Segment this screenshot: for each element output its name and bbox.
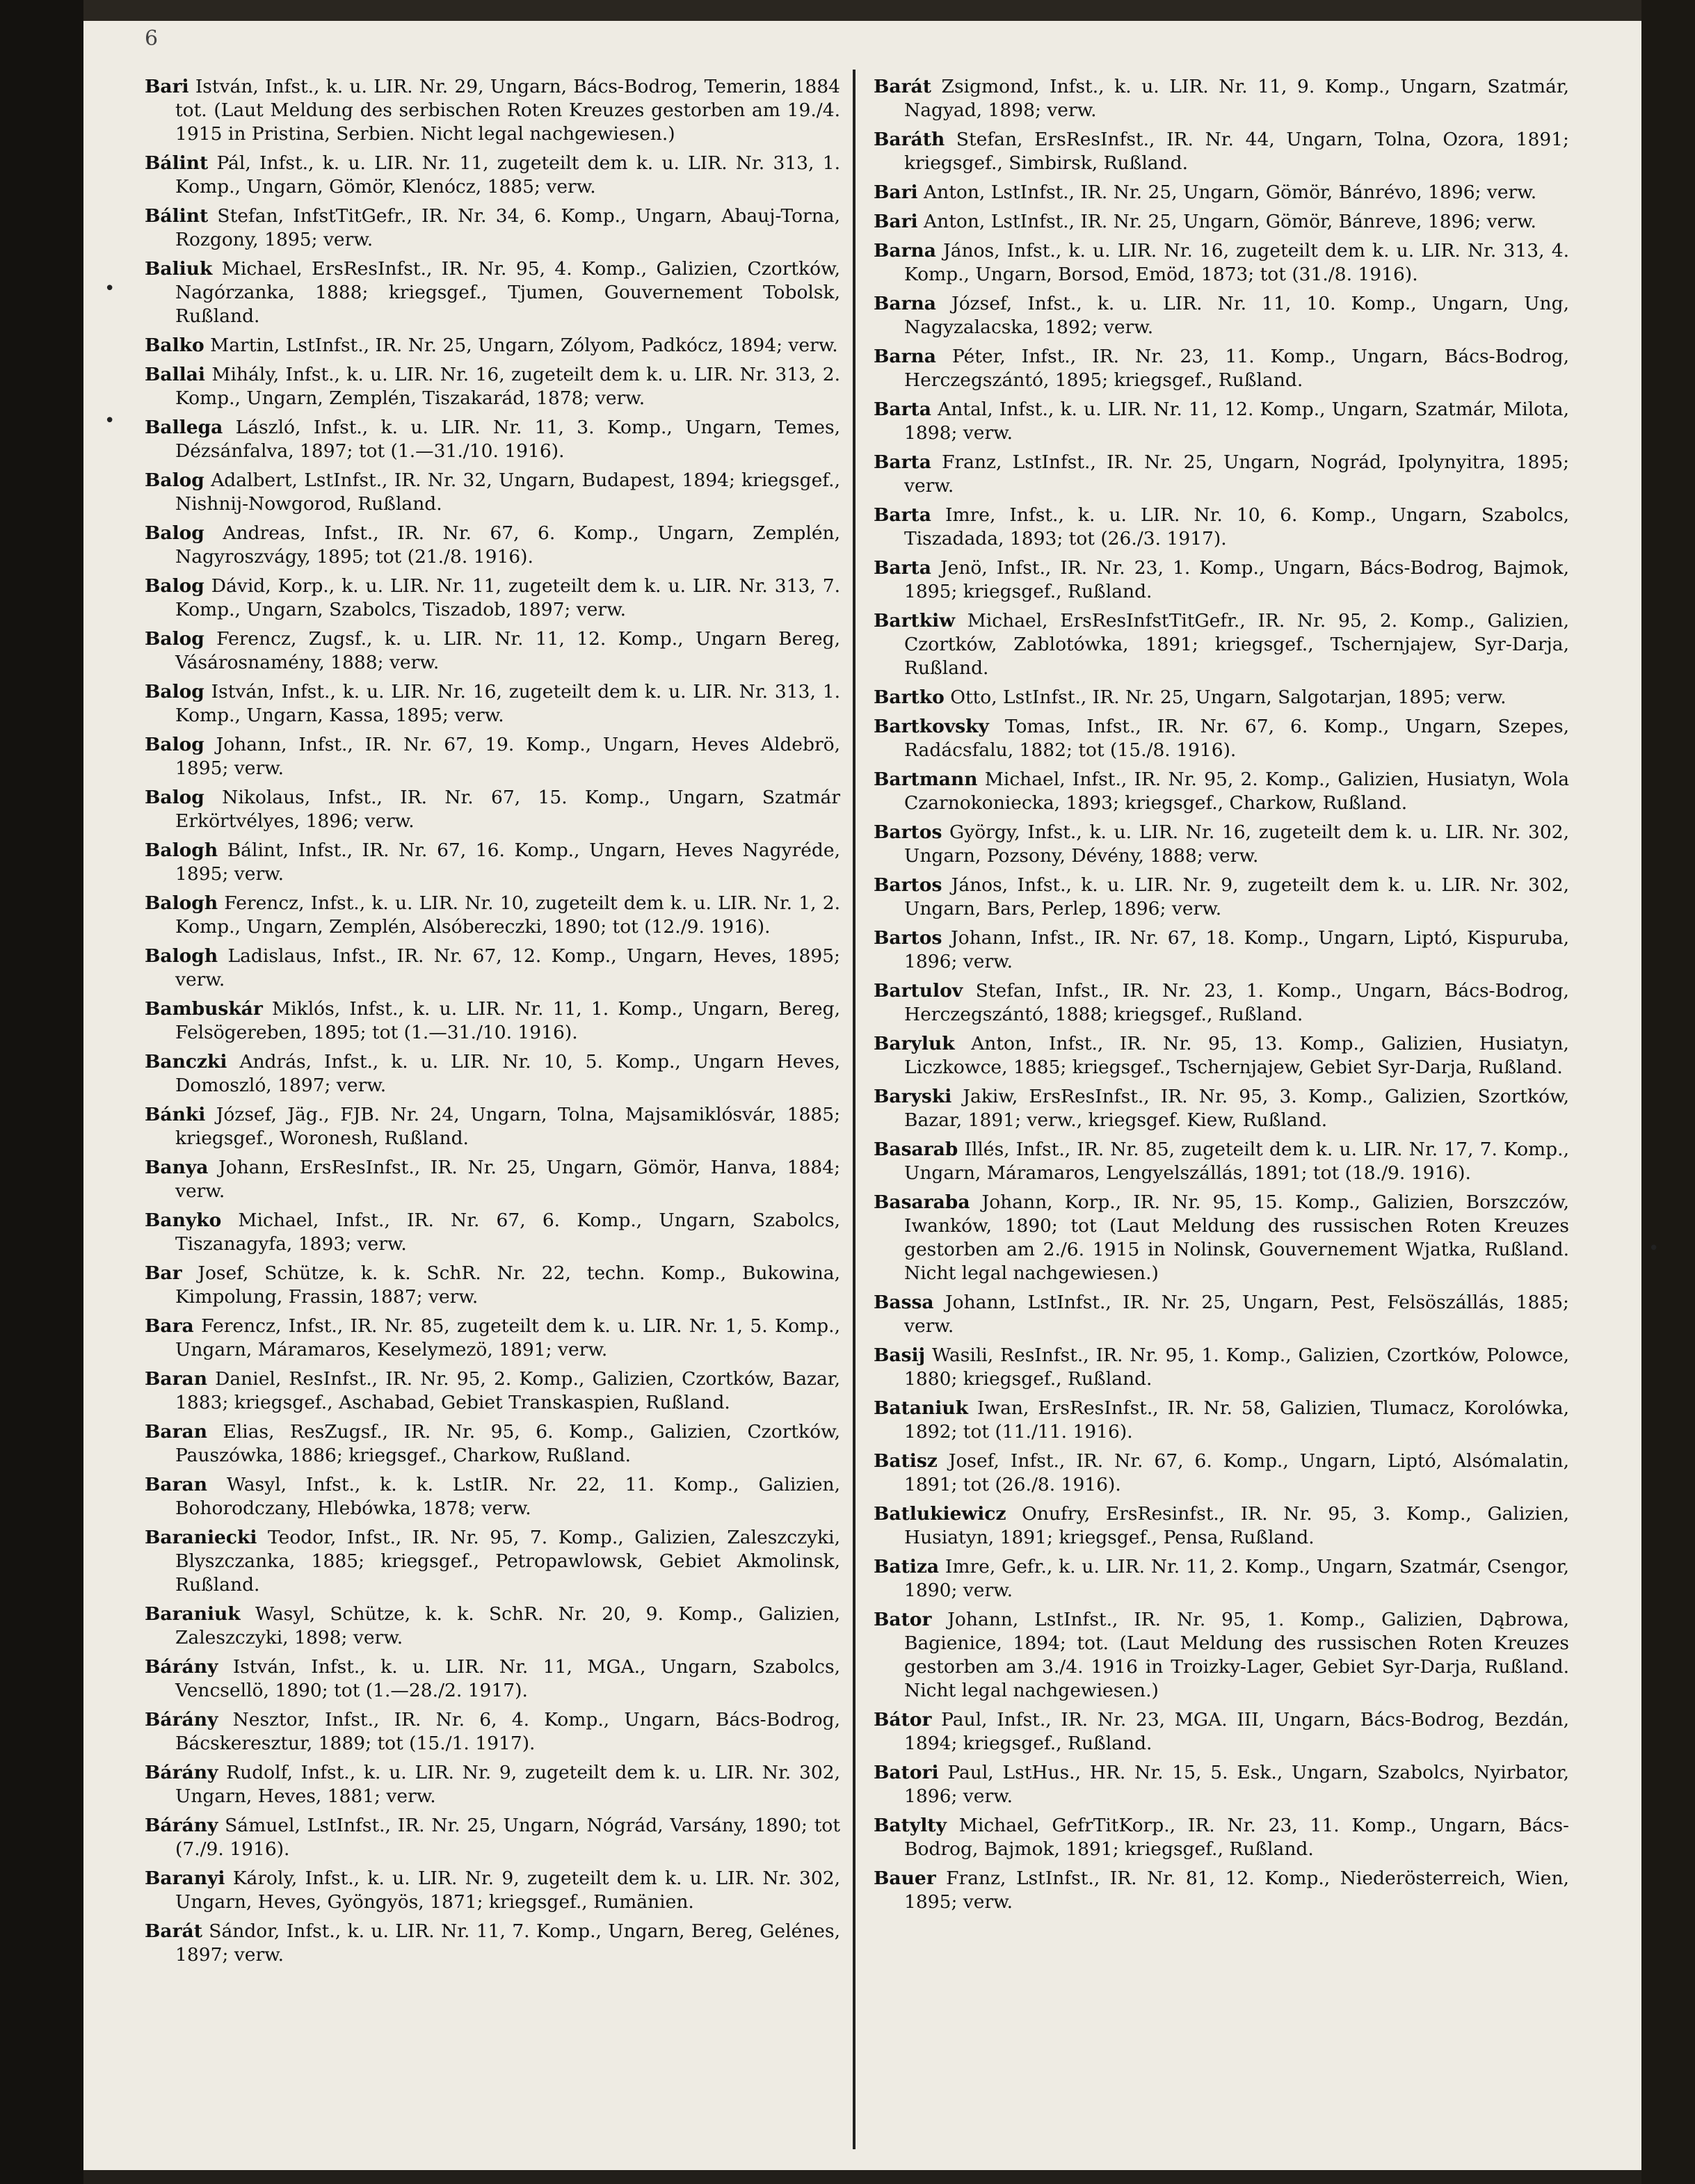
register-entry <box>145 1867 840 1914</box>
register-entry <box>874 1138 1569 1185</box>
register-entry <box>145 469 840 516</box>
entry-details: Elias, ResZugsf., IR. Nr. 95, 6. Komp., Galizien, Czortków, Pauszówka, 1886; kriegsgef., Charkow, Rußland. <box>175 1421 840 1466</box>
register-entry <box>145 416 840 463</box>
entry-details: János, Infst., k. u. LIR. Nr. 9, zugeteilt dem k. u. LIR. Nr. 302, Ungarn, Bars, Perlep, 1896; verw. <box>904 874 1569 920</box>
entry-details: Anton, LstInfst., IR. Nr. 25, Ungarn, Gömör, Bánrévo, 1896; verw. <box>917 182 1537 203</box>
margin-mark: • <box>104 410 115 431</box>
register-entry <box>874 345 1569 392</box>
entry-surname: Bartos <box>874 821 942 843</box>
register-entry <box>874 979 1569 1027</box>
entry-details: Nikolaus, Infst., IR. Nr. 67, 15. Komp., Ungarn, Szatmár Erkörtvélyes, 1896; verw. <box>175 787 840 832</box>
register-entry <box>874 1555 1569 1603</box>
register-entry <box>145 363 840 410</box>
register-entry <box>145 1315 840 1362</box>
entry-surname: Balog <box>145 681 204 702</box>
entry-surname: Baran <box>145 1368 207 1390</box>
entry-details: Adalbert, LstInfst., IR. Nr. 32, Ungarn, Budapest, 1894; kriegsgef., Nishnij-Nowgorod, Rußland. <box>175 469 840 515</box>
register-entry <box>874 1085 1569 1132</box>
entry-details: Károly, Infst., k. u. LIR. Nr. 9, zugeteilt dem k. u. LIR. Nr. 302, Ungarn, Heves, Gyöngyös, 1871; kriegsgef., Rumänien. <box>175 1868 840 1913</box>
entry-surname: Balog <box>145 734 204 755</box>
register-entry <box>874 75 1569 122</box>
register-entry <box>874 1608 1569 1703</box>
register-entry <box>145 627 840 675</box>
entry-surname: Bataniuk <box>874 1397 968 1419</box>
entry-surname: Bar <box>145 1262 182 1284</box>
register-entry <box>874 210 1569 234</box>
entry-details: Josef, Infst., IR. Nr. 67, 6. Komp., Ungarn, Liptó, Alsómalatin, 1891; tot (26./8. 1916). <box>904 1450 1569 1495</box>
register-entry <box>874 128 1569 175</box>
entry-surname: Baraniecki <box>145 1527 257 1548</box>
entry-surname: Banczki <box>145 1051 227 1073</box>
entry-details: József, Jäg., FJB. Nr. 24, Ungarn, Tolna, Majsamiklósvár, 1885; kriegsgef., Woronesh, Rußland. <box>175 1104 840 1149</box>
entry-surname: Bara <box>145 1315 194 1337</box>
register-entry <box>145 945 840 992</box>
entry-surname: Basarab <box>874 1139 958 1160</box>
register-entry <box>874 1291 1569 1338</box>
entry-details: Zsigmond, Infst., k. u. LIR. Nr. 11, 9. Komp., Ungarn, Szatmár, Nagyad, 1898; verw. <box>904 76 1569 121</box>
entry-surname: Bánki <box>145 1104 206 1125</box>
entry-details: Onufry, ErsResinfst., IR. Nr. 95, 3. Komp., Galizien, Husiatyn, 1891; kriegsgef., Pensa, Rußland. <box>904 1503 1569 1548</box>
entry-details: Imre, Gefr., k. u. LIR. Nr. 11, 2. Komp., Ungarn, Szatmár, Csengor, 1890; verw. <box>904 1556 1569 1601</box>
entry-surname: Balog <box>145 628 204 650</box>
entry-surname: Barát <box>874 76 931 97</box>
entry-details: Johann, LstInfst., IR. Nr. 25, Ungarn, Pest, Felsöszállás, 1885; verw. <box>904 1292 1569 1337</box>
register-entry <box>874 1344 1569 1391</box>
register-entry <box>145 1655 840 1703</box>
register-entry <box>145 997 840 1045</box>
entry-details: Tomas, Infst., IR. Nr. 67, 6. Komp., Ungarn, Szepes, Radácsfalu, 1882; tot (15./8. 1916). <box>904 716 1569 761</box>
entry-surname: Bassa <box>874 1292 934 1313</box>
entry-surname: Bauer <box>874 1868 936 1889</box>
register-entry <box>874 715 1569 762</box>
register-entry <box>145 680 840 728</box>
entry-details: József, Infst., k. u. LIR. Nr. 11, 10. Komp., Ungarn, Ung, Nagyzalacska, 1892; verw. <box>904 293 1569 338</box>
entry-details: Jenö, Infst., IR. Nr. 23, 1. Komp., Ungarn, Bács-Bodrog, Bajmok, 1895; kriegsgef., Rußland. <box>904 557 1569 602</box>
entry-details: Rudolf, Infst., k. u. LIR. Nr. 9, zugeteilt dem k. u. LIR. Nr. 302, Ungarn, Heves, 1881; verw. <box>175 1762 840 1807</box>
register-entry <box>145 1603 840 1650</box>
register-entry <box>874 1502 1569 1550</box>
entry-surname: Balog <box>145 522 204 544</box>
register-entry <box>874 1191 1569 1285</box>
entry-surname: Batylty <box>874 1815 947 1836</box>
entry-surname: Baraniuk <box>145 1603 241 1625</box>
register-entry <box>874 451 1569 498</box>
entry-details: Paul, Infst., IR. Nr. 23, MGA. III, Ungarn, Bács-Bodrog, Bezdán, 1894; kriegsgef., Rußland. <box>904 1709 1569 1754</box>
entry-details: Michael, ErsResInfst., IR. Nr. 95, 4. Komp., Galizien, Czortków, Nagórzanka, 1888; kriegsgef., Tjumen, Gouvernement Tobolsk, Rußland. <box>175 258 840 327</box>
register-entry <box>874 1814 1569 1861</box>
entry-details: Martin, LstInfst., IR. Nr. 25, Ungarn, Zólyom, Padkócz, 1894; verw. <box>204 335 838 356</box>
entry-surname: Bartmann <box>874 769 978 790</box>
register-entry <box>874 239 1569 287</box>
entry-surname: Barna <box>874 240 936 262</box>
entry-details: Michael, Infst., IR. Nr. 67, 6. Komp., Ungarn, Szabolcs, Tiszanagyfa, 1893; verw. <box>175 1210 840 1255</box>
entry-surname: Balogh <box>145 892 218 914</box>
entry-details: János, Infst., k. u. LIR. Nr. 16, zugeteilt dem k. u. LIR. Nr. 313, 4. Komp., Ungarn, Borsod, Emöd, 1873; tot (31./8. 1916). <box>904 240 1569 285</box>
entry-surname: Barna <box>874 346 936 367</box>
entry-details: Johann, Korp., IR. Nr. 95, 15. Komp., Galizien, Borszczów, Iwanków, 1890; tot (Laut Meldung des russischen Roten Kreuzes gestorben am 2./6. 1915 in Nolinsk, Gouvernement Wjatka, Rußland. Nicht legal nachgewiesen.) <box>904 1191 1569 1284</box>
register-entry <box>145 733 840 780</box>
register-entry <box>145 204 840 252</box>
entry-details: Pál, Infst., k. u. LIR. Nr. 11, zugeteilt dem k. u. LIR. Nr. 313, 1. Komp., Ungarn, Gömör, Klenócz, 1885; verw. <box>175 152 840 198</box>
page-number: 6 <box>145 26 159 51</box>
register-entry <box>145 1103 840 1150</box>
entry-details: Anton, Infst., IR. Nr. 95, 13. Komp., Galizien, Husiatyn, Liczkowce, 1885; kriegsgef., Tschernjajew, Gebiet Syr-Darja, Rußland. <box>904 1033 1569 1078</box>
entry-surname: Bárány <box>145 1656 218 1678</box>
entry-surname: Batiza <box>874 1556 940 1577</box>
register-entry <box>874 1867 1569 1914</box>
register-entry <box>874 1450 1569 1497</box>
register-entry <box>874 609 1569 680</box>
entry-surname: Basij <box>874 1344 926 1366</box>
register-entry <box>145 334 840 358</box>
margin-mark: • <box>104 278 115 299</box>
entry-details: Illés, Infst., IR. Nr. 85, zugeteilt dem k. u. LIR. Nr. 17, 7. Komp., Ungarn, Máramaros, Lengyelszállás, 1891; tot (18./9. 1916). <box>904 1139 1569 1184</box>
entry-surname: Batlukiewicz <box>874 1503 1006 1525</box>
entry-details: István, Infst., k. u. LIR. Nr. 29, Ungarn, Bács-Bodrog, Temerin, 1884 tot. (Laut Meldung des serbischen Roten Kreuzes gestorben am 19./4. 1915 in Pristina, Serbien. Nicht legal nachgewiesen.) <box>175 76 840 145</box>
register-entry <box>874 1708 1569 1756</box>
entry-surname: Barna <box>874 293 936 314</box>
entry-surname: Baran <box>145 1474 207 1495</box>
entry-details: Mihály, Infst., k. u. LIR. Nr. 16, zugeteilt dem k. u. LIR. Nr. 313, 2. Komp., Ungarn, Zemplén, Tiszakarád, 1878; verw. <box>175 364 840 409</box>
column-left <box>145 75 840 1973</box>
entry-details: Bálint, Infst., IR. Nr. 67, 16. Komp., Ungarn, Heves Nagyréde, 1895; verw. <box>175 840 840 885</box>
entry-surname: Balog <box>145 469 204 491</box>
register-entry <box>874 821 1569 868</box>
entry-surname: Bambuskár <box>145 998 263 1020</box>
entry-details: Michael, Infst., IR. Nr. 95, 2. Komp., Galizien, Husiatyn, Wola Czarnokoniecka, 1893; kriegsgef., Charkow, Rußland. <box>904 769 1569 814</box>
entry-surname: Basaraba <box>874 1191 970 1213</box>
entry-surname: Bari <box>874 211 918 232</box>
scan-edge-right <box>1641 0 1695 2184</box>
column-divider <box>853 70 855 2149</box>
entry-surname: Bálint <box>145 152 209 174</box>
entry-surname: Balko <box>145 335 204 356</box>
entry-details: András, Infst., k. u. LIR. Nr. 10, 5. Komp., Ungarn Heves, Domoszló, 1897; verw. <box>175 1051 840 1096</box>
entry-details: György, Infst., k. u. LIR. Nr. 16, zugeteilt dem k. u. LIR. Nr. 302, Ungarn, Pozsony, Dévény, 1888; verw. <box>904 821 1569 867</box>
entry-details: István, Infst., k. u. LIR. Nr. 11, MGA., Ungarn, Szabolcs, Vencsellö, 1890; tot (1.—28./2. 1917). <box>175 1656 840 1701</box>
entry-surname: Barta <box>874 399 931 420</box>
entry-surname: Baryski <box>874 1086 952 1107</box>
register-entry <box>874 768 1569 815</box>
scan-edge-left <box>0 0 83 2184</box>
entry-surname: Ballai <box>145 364 205 385</box>
entry-surname: Bárány <box>145 1815 218 1836</box>
entry-surname: Barát <box>145 1920 202 1942</box>
entry-surname: Baliuk <box>145 258 213 280</box>
entry-surname: Bartos <box>874 927 942 949</box>
entry-details: Wasyl, Infst., k. k. LstIR. Nr. 22, 11. Komp., Galizien, Bohorodczany, Hlebówka, 1878; verw. <box>175 1474 840 1519</box>
entry-details: Jakiw, ErsResInfst., IR. Nr. 95, 3. Komp., Galizien, Szortków, Bazar, 1891; verw., kriegsgef. Kiew, Rußland. <box>904 1086 1569 1131</box>
entry-details: Nesztor, Infst., IR. Nr. 6, 4. Komp., Ungarn, Bács-Bodrog, Bácskeresztur, 1889; tot (15./1. 1917). <box>175 1709 840 1754</box>
register-entry <box>145 257 840 328</box>
entry-details: Sámuel, LstInfst., IR. Nr. 25, Ungarn, Nógrád, Varsány, 1890; tot (7./9. 1916). <box>175 1815 840 1860</box>
register-entry <box>145 1156 840 1203</box>
register-entry <box>874 926 1569 974</box>
entry-surname: Baran <box>145 1421 207 1443</box>
margin-mark: • <box>1648 1238 1660 1259</box>
entry-surname: Bartkovsky <box>874 716 989 737</box>
register-entry <box>145 1473 840 1520</box>
entry-details: Dávid, Korp., k. u. LIR. Nr. 11, zugeteilt dem k. u. LIR. Nr. 313, 7. Komp., Ungarn, Szabolcs, Tiszadob, 1897; verw. <box>175 575 840 620</box>
register-entry <box>145 1708 840 1756</box>
entry-details: Johann, Infst., IR. Nr. 67, 19. Komp., Ungarn, Heves Aldebrö, 1895; verw. <box>175 734 840 779</box>
entry-details: Iwan, ErsResInfst., IR. Nr. 58, Galizien, Tlumacz, Korolówka, 1892; tot (11./11. 1916). <box>904 1397 1569 1443</box>
register-entry <box>145 1420 840 1468</box>
entry-details: Anton, LstInfst., IR. Nr. 25, Ungarn, Gömör, Bánreve, 1896; verw. <box>917 211 1536 232</box>
entry-details: Ladislaus, Infst., IR. Nr. 67, 12. Komp., Ungarn, Heves, 1895; verw. <box>175 945 840 990</box>
scan-edge-top <box>83 0 1641 21</box>
entry-details: Paul, LstHus., HR. Nr. 15, 5. Esk., Ungarn, Szabolcs, Nyirbator, 1896; verw. <box>904 1762 1569 1807</box>
register-entry <box>145 1262 840 1309</box>
entry-surname: Bator <box>874 1609 932 1630</box>
entry-surname: Bálint <box>145 205 209 227</box>
register-entry <box>874 1032 1569 1079</box>
scan-edge-bottom <box>83 2170 1641 2184</box>
register-entry <box>145 786 840 833</box>
entry-surname: Baráth <box>874 129 945 150</box>
register-entry <box>874 181 1569 204</box>
entry-surname: Balogh <box>145 840 218 861</box>
entry-details: Sándor, Infst., k. u. LIR. Nr. 11, 7. Komp., Ungarn, Bereg, Gelénes, 1897; verw. <box>175 1920 840 1966</box>
entry-details: Péter, Infst., IR. Nr. 23, 11. Komp., Ungarn, Bács-Bodrog, Herczegszántó, 1895; kriegsgef., Rußland. <box>904 346 1569 391</box>
entry-details: Imre, Infst., k. u. LIR. Nr. 10, 6. Komp., Ungarn, Szabolcs, Tiszadada, 1893; tot (26./3. 1917). <box>904 504 1569 549</box>
register-entry <box>145 892 840 939</box>
entry-details: Miklós, Infst., k. u. LIR. Nr. 11, 1. Komp., Ungarn, Bereg, Felsögereben, 1895; tot (1.—31./10. 1916). <box>175 998 840 1043</box>
entry-details: Stefan, InfstTitGefr., IR. Nr. 34, 6. Komp., Ungarn, Abauj-Torna, Rozgony, 1895; verw. <box>175 205 840 250</box>
entry-details: Ferencz, Infst., IR. Nr. 85, zugeteilt dem k. u. LIR. Nr. 1, 5. Komp., Ungarn, Máramaros, Keselymezö, 1891; verw. <box>175 1315 840 1360</box>
entry-details: Antal, Infst., k. u. LIR. Nr. 11, 12. Komp., Ungarn, Szatmár, Milota, 1898; verw. <box>904 399 1569 444</box>
entry-details: Johann, LstInfst., IR. Nr. 95, 1. Komp., Galizien, Dąbrowa, Bagienice, 1894; tot. (Laut Meldung des russischen Roten Kreuzes gestorben am 3./4. 1916 in Troizky-Lager, Gebiet Syr-Darja, Rußland. Nicht legal nachgewiesen.) <box>904 1609 1569 1701</box>
entry-surname: Bari <box>145 76 189 97</box>
entry-surname: Bátor <box>874 1709 932 1731</box>
register-entry <box>874 874 1569 921</box>
register-entry <box>145 1920 840 1967</box>
register-entry <box>145 1526 840 1597</box>
register-entry <box>145 152 840 199</box>
entry-details: Johann, Infst., IR. Nr. 67, 18. Komp., Ungarn, Liptó, Kispuruba, 1896; verw. <box>904 927 1569 972</box>
entry-details: Franz, LstInfst., IR. Nr. 25, Ungarn, Nográd, Ipolynyitra, 1895; verw. <box>904 451 1569 497</box>
entry-surname: Bartos <box>874 874 942 896</box>
entry-surname: Balog <box>145 575 204 597</box>
entry-details: Michael, ErsResInfstTitGefr., IR. Nr. 95, 2. Komp., Galizien, Czortków, Zablotówka, 1891; kriegsgef., Tschernjajew, Syr-Darja, Rußland. <box>904 610 1569 679</box>
entry-details: Wasyl, Schütze, k. k. SchR. Nr. 20, 9. Komp., Galizien, Zaleszczyki, 1898; verw. <box>175 1603 840 1648</box>
entry-details: István, Infst., k. u. LIR. Nr. 16, zugeteilt dem k. u. LIR. Nr. 313, 1. Komp., Ungarn, Kassa, 1895; verw. <box>175 681 840 726</box>
register-entry <box>874 292 1569 339</box>
register-entry <box>874 504 1569 551</box>
register-entry <box>145 1209 840 1256</box>
entry-surname: Baranyi <box>145 1868 225 1889</box>
entry-surname: Ballega <box>145 417 223 438</box>
register-entry <box>145 522 840 569</box>
entry-details: Daniel, ResInfst., IR. Nr. 95, 2. Komp., Galizien, Czortków, Bazar, 1883; kriegsgef., Aschabad, Gebiet Transkaspien, Rußland. <box>175 1368 840 1413</box>
entry-surname: Balog <box>145 787 204 808</box>
entry-details: Stefan, ErsResInfst., IR. Nr. 44, Ungarn, Tolna, Ozora, 1891; kriegsgef., Simbirsk, Rußland. <box>904 129 1569 174</box>
register-entry <box>145 1050 840 1098</box>
entry-details: Andreas, Infst., IR. Nr. 67, 6. Komp., Ungarn, Zemplén, Nagyroszvágy, 1895; tot (21./8. 1916). <box>175 522 840 568</box>
register-entry <box>874 1761 1569 1808</box>
register-entry <box>145 75 840 146</box>
register-entry <box>874 1397 1569 1444</box>
entry-surname: Barta <box>874 557 931 579</box>
entry-surname: Banya <box>145 1157 209 1178</box>
entry-details: Josef, Schütze, k. k. SchR. Nr. 22, techn. Komp., Bukowina, Kimpolung, Frassin, 1887; verw. <box>175 1262 840 1308</box>
entry-surname: Bartkiw <box>874 610 956 632</box>
entry-details: Franz, LstInfst., IR. Nr. 81, 12. Komp., Niederösterreich, Wien, 1895; verw. <box>904 1868 1569 1913</box>
entry-surname: Banyko <box>145 1210 222 1231</box>
register-entry <box>874 398 1569 445</box>
entry-details: Michael, GefrTitKorp., IR. Nr. 23, 11. Komp., Ungarn, Bács-Bodrog, Bajmok, 1891; kriegsgef., Rußland. <box>904 1815 1569 1860</box>
entry-surname: Bárány <box>145 1709 218 1731</box>
entry-surname: Bartko <box>874 686 945 708</box>
entry-details: Ferencz, Zugsf., k. u. LIR. Nr. 11, 12. Komp., Ungarn Bereg, Vásárosnamény, 1888; verw. <box>175 628 840 673</box>
entry-surname: Batisz <box>874 1450 938 1472</box>
entry-details: Otto, LstInfst., IR. Nr. 25, Ungarn, Salgotarjan, 1895; verw. <box>944 686 1507 708</box>
entry-surname: Bárány <box>145 1762 218 1783</box>
entry-surname: Bari <box>874 182 918 203</box>
entry-details: Teodor, Infst., IR. Nr. 95, 7. Komp., Galizien, Zaleszczyki, Blyszczanka, 1885; kriegsgef., Petropawlowsk, Gebiet Akmolinsk, Rußland. <box>175 1527 840 1596</box>
register-entry <box>874 686 1569 709</box>
register-entry <box>874 556 1569 604</box>
entry-surname: Batori <box>874 1762 939 1783</box>
register-entry <box>145 1761 840 1808</box>
register-entry <box>145 1814 840 1861</box>
entry-details: Ferencz, Infst., k. u. LIR. Nr. 10, zugeteilt dem k. u. LIR. Nr. 1, 2. Komp., Ungarn, Zemplén, Alsóbereczki, 1890; tot (12./9. 1916). <box>175 892 840 938</box>
entry-details: Wasili, ResInfst., IR. Nr. 95, 1. Komp., Galizien, Czortków, Polowce, 1880; kriegsgef., Rußland. <box>904 1344 1569 1390</box>
register-entry <box>145 575 840 622</box>
register-entry <box>145 1367 840 1415</box>
entry-surname: Barta <box>874 451 931 473</box>
entry-details: Johann, ErsResInfst., IR. Nr. 25, Ungarn, Gömör, Hanva, 1884; verw. <box>175 1157 840 1202</box>
entry-surname: Bartulov <box>874 980 963 1002</box>
entry-surname: Baryluk <box>874 1033 955 1054</box>
entry-surname: Balogh <box>145 945 218 967</box>
entry-details: Stefan, Infst., IR. Nr. 23, 1. Komp., Ungarn, Bács-Bodrog, Herczegszántó, 1888; kriegsgef., Rußland. <box>904 980 1569 1025</box>
entry-surname: Barta <box>874 504 931 526</box>
column-right <box>874 75 1569 1920</box>
register-entry <box>145 839 840 886</box>
entry-details: László, Infst., k. u. LIR. Nr. 11, 3. Komp., Ungarn, Temes, Dézsánfalva, 1897; tot (1.—31./10. 1916). <box>175 417 840 462</box>
